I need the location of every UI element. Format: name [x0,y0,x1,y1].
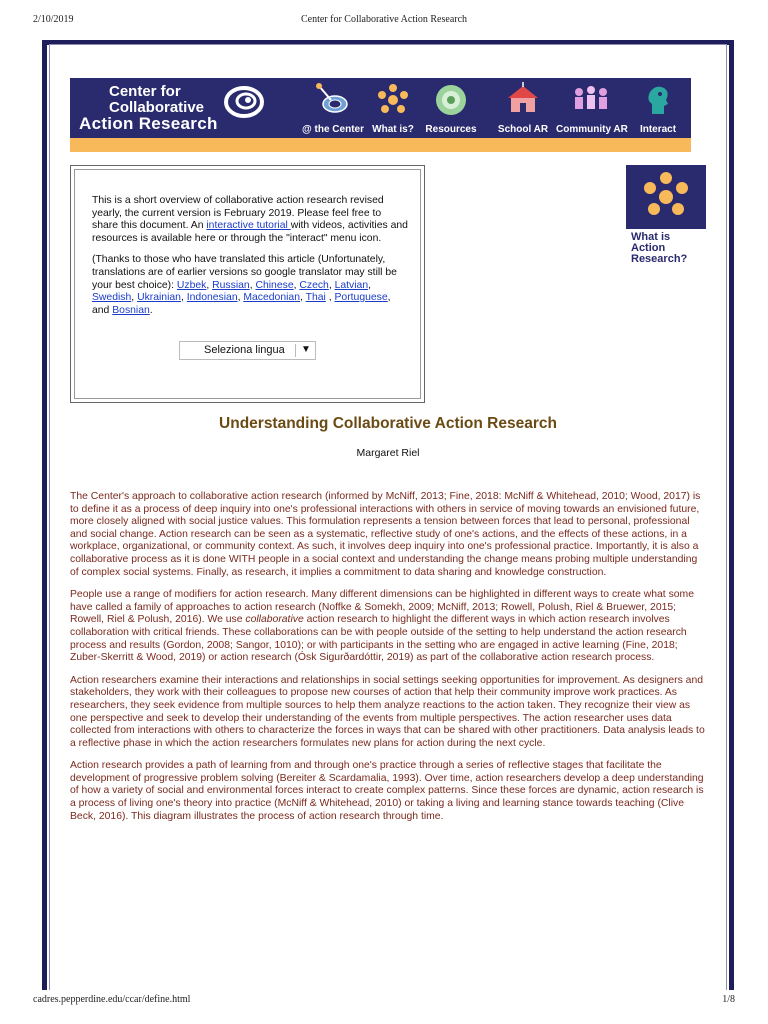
what-is-action-research-link[interactable] [631,232,687,265]
wia-line-2: Action [631,242,666,254]
lang-link-uzbek[interactable]: Uzbek [176,279,207,291]
site-banner [70,78,691,138]
school-icon [504,82,542,118]
body-paragraph-2-part-b: action research to highlight the different ways in which action research involves collaboration with critical friends. These collaborations can be with people outside of the setting to help understand the action research process and results (Gordon, 2008; Sangor, 1010); or with participants in the setting who are engaged in active learning (Fine, 2018; Zuber-Skerritt & Wood, 2019) or action research (Ósk Sigurðardóttir, 2019) as part of the collaborative action research process. [70,614,687,664]
people-circle-icon [375,82,411,118]
intro-text-1: This is a short overview of collaborative action research revised yearly, the current version is February 2019. Please feel free to share this document. An [92,195,384,232]
print-title: Center for Collaborative Action Research [300,14,468,25]
nav-interact[interactable] [630,78,686,138]
print-page-number: 1/8 [722,994,735,1005]
lang-link-bosnian[interactable]: Bosnian [112,304,150,316]
community-icon [569,82,613,118]
lang-link-portuguese[interactable]: Portuguese [334,292,388,304]
and-word: and [92,304,110,316]
logo-line-1: Center for [109,83,181,100]
article-body [70,491,706,833]
wia-line-1: What is [631,231,671,243]
print-url: cadres.pepperdine.edu/ccar/define.html [33,994,191,1005]
intro-paragraph-2: (Thanks to those who have translated this article (Unfortunately, translations are of earlier versions so google translator may still be your best choice): Uzbek, Russian, Chinese, Czech, Latvian, Swedish, Ukrainian, Indonesian, Macedonian, Thai , Portuguese, and Bosnian. [92,254,397,316]
lang-link-indonesian[interactable]: Indonesian [186,292,238,304]
lang-link-ukrainian[interactable]: Ukrainian [137,292,181,304]
nav-resources[interactable] [422,78,480,138]
intro-paragraph-1 [92,195,410,245]
nav-label: Resources [425,124,477,135]
nav-community-ar[interactable] [556,78,626,138]
intro-text [92,195,410,326]
intro-text-2: with videos, activities and resources is available here or through the "interact" menu icon. [92,220,408,244]
page-title: Understanding Collaborative Action Research [219,415,557,432]
lang-link-macedonian[interactable]: Macedonian [243,292,300,304]
body-paragraph-3: Action researchers examine their interactions and relationships in social settings seeking opportunities for improvement. As designers and stakeholders, they work with their colleagues to propose new courses of action that help their community improve work practices. As researchers, they seek evidence from multiple sources to help them analyze reactions to the action taken. They recognize their view as one perspective and seek to develop their understanding of the events from multiple perspectives. The action researcher uses data collected from interactions with others to characterize the forces in ways that can be shared with other practitioners. Data analysis leads to a reflective phase in which the action researchers formulates new plans for action during the next cycle. [70,674,705,749]
chevron-down-icon: ▼ [301,344,311,355]
interactive-tutorial-link[interactable]: interactive tutorial [206,220,291,232]
swirl-logo-icon [222,84,266,120]
author-name: Margaret Riel [356,447,420,459]
satellite-icon [313,82,353,118]
site-logo[interactable] [79,84,218,132]
lang-link-czech[interactable]: Czech [299,279,329,291]
print-date: 2/10/2019 [33,14,74,25]
language-select[interactable] [179,341,316,360]
body-paragraph-4: Action research provides a path of learning from and through one's practice through a series of reflective stages that facilitate the development of progressive problem solving (Bereiter & Scardamalia, 1993). Over time, action researchers develop a deep understanding of how a variety of social and environmental forces interact to create complex patterns. Since these forces are dynamic, action research is a process of living one's theory into practice (McNiff & Whitehead, 2010) or taking a living and learning stance towards teaching (Clive Beck, 2016). This diagram illustrates the process of action research through time. [70,760,704,822]
what-is-action-research-image[interactable] [626,165,706,229]
logo-line-2: Collaborative [109,99,205,116]
flower-icon [433,82,469,118]
nav-label: @ the Center [302,124,364,135]
lang-link-chinese[interactable]: Chinese [255,279,294,291]
body-paragraph-1: The Center's approach to collaborative action research (informed by McNiff, 2013; Fine, 2018: McNiff & Whitehead, 2010; Wood, 2017) is to define it as a process of deep inquiry into one's professional interactions with others in service of moving towards an envisioned future, more closely aligned with social justice values. This formulation represents a tension between forces that lead to personal, professional and social change. Action research can be seen as a systematic, reflective study of one's actions, and the effects of these actions, in a workplace, organizational, or community context. As such, it involves deep inquiry into one's professional practice. Importantly, it is also a collaborative process as it is done WITH people in a social context and understanding the change means probing multiple understanding of complex social systems. Finally, as research, it implies a commitment to data sharing and knowledge construction. [70,491,701,578]
nav-what-is[interactable] [368,78,418,138]
language-select-divider [295,344,296,357]
body-paragraph-2-part-a: People use a range of modifiers for action research. Many different dimensions can be highlighted in different ways to create what some have called a family of approaches to action research (Noffke & Somekh, 2009; McNiff, 2013; Rowell, Polush, Riel & Bruewer, 2015; Rowell, Riel & Polush, 2016). We use [70,589,694,626]
lang-link-latvian[interactable]: Latvian [334,279,369,291]
people-circle-icon [626,165,706,229]
language-select-label: Seleziona lingua [204,344,285,356]
emphasis-collaborative: collaborative [245,614,304,626]
lang-link-russian[interactable]: Russian [212,279,250,291]
body-paragraph-2 [70,589,706,665]
nav-school-ar[interactable] [490,78,556,138]
translations-note: (Thanks to those who have translated this article (Unfortunately, translations are of earlier versions so google translator may still be your best choice): [92,254,397,291]
nav-at-the-center[interactable] [298,78,368,138]
lang-link-swedish[interactable]: Swedish [92,292,132,304]
wia-line-3: Research? [631,253,688,265]
lang-link-thai[interactable]: Thai [305,292,326,304]
nav-label: School AR [497,124,549,135]
nav-label: What is? [372,124,414,135]
nav-label: Interact [639,124,677,135]
head-icon [640,82,676,118]
banner-accent-strip [70,138,691,152]
logo-line-3: Action Research [79,114,218,133]
nav-label: Community AR [556,124,628,135]
